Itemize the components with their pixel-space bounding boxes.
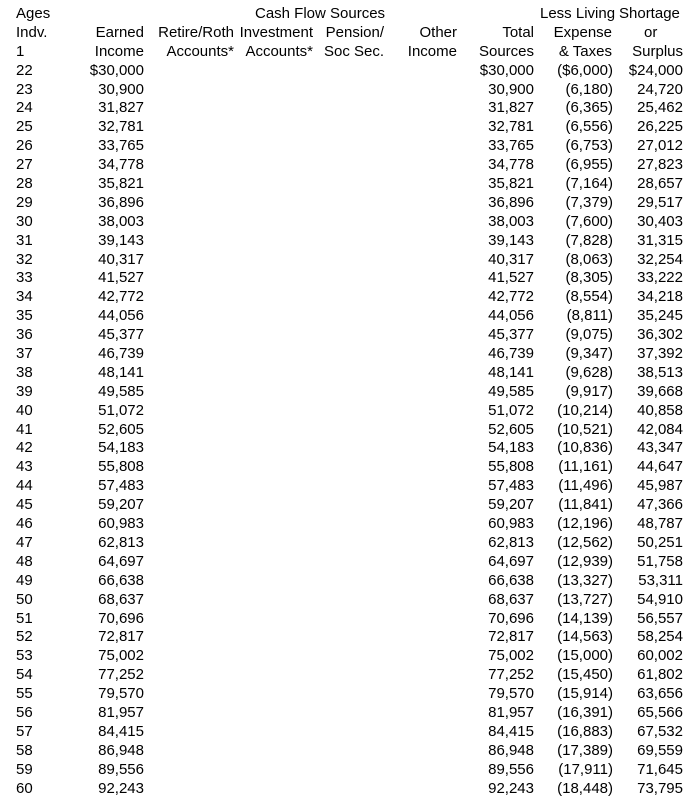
age-cell: 52 [16, 628, 33, 646]
living-expense-cell: (7,600) [565, 212, 613, 230]
table-row [0, 534, 693, 553]
living-expense-cell: (14,563) [557, 628, 613, 646]
header-indv: Indv. [16, 23, 48, 41]
age-cell: 36 [16, 326, 33, 344]
surplus-cell: 30,403 [637, 212, 683, 230]
total-sources-cell: 57,483 [488, 477, 534, 495]
earned-income-cell: 89,556 [98, 760, 144, 778]
total-sources-cell: 55,808 [488, 458, 534, 476]
earned-income-cell: 41,527 [98, 269, 144, 287]
total-sources-cell: 40,317 [488, 250, 534, 268]
age-cell: 51 [16, 609, 33, 627]
living-expense-cell: (13,327) [557, 571, 613, 589]
table-row [0, 742, 693, 761]
total-sources-cell: $30,000 [479, 61, 534, 79]
table-row [0, 383, 693, 402]
table-row [0, 232, 693, 251]
earned-income-cell: 33,765 [98, 137, 144, 155]
surplus-cell: 33,222 [637, 269, 683, 287]
table-row [0, 62, 693, 81]
age-cell: 34 [16, 288, 33, 306]
surplus-cell: 63,656 [637, 685, 683, 703]
living-expense-cell: (15,000) [557, 647, 613, 665]
surplus-cell: 32,254 [637, 250, 683, 268]
table-row [0, 402, 693, 421]
age-cell: 37 [16, 345, 33, 363]
total-sources-cell: 70,696 [488, 609, 534, 627]
earned-income-cell: 68,637 [98, 590, 144, 608]
surplus-cell: 51,758 [637, 552, 683, 570]
surplus-cell: 24,720 [637, 80, 683, 98]
living-expense-cell: (12,562) [557, 533, 613, 551]
total-sources-cell: 35,821 [488, 175, 534, 193]
header-other: Other [419, 23, 457, 41]
living-expense-cell: (6,753) [565, 137, 613, 155]
age-cell: 58 [16, 741, 33, 759]
table-row [0, 345, 693, 364]
total-sources-cell: 44,056 [488, 307, 534, 325]
age-cell: 60 [16, 779, 33, 797]
living-expense-cell: (11,161) [558, 458, 613, 476]
total-sources-cell: 38,003 [488, 212, 534, 230]
age-cell: 54 [16, 666, 33, 684]
age-cell: 32 [16, 250, 33, 268]
earned-income-cell: 32,781 [98, 118, 144, 136]
living-expense-cell: (11,841) [558, 496, 613, 514]
age-cell: 31 [16, 231, 33, 249]
living-expense-cell: (6,180) [565, 80, 613, 98]
total-sources-cell: 49,585 [488, 382, 534, 400]
surplus-cell: 71,645 [637, 760, 683, 778]
surplus-cell: $24,000 [628, 61, 683, 79]
living-expense-cell: (13,727) [557, 590, 613, 608]
header-or: or [644, 23, 658, 41]
total-sources-cell: 52,605 [488, 420, 534, 438]
total-sources-cell: 81,957 [488, 703, 534, 721]
earned-income-cell: 40,317 [98, 250, 144, 268]
earned-income-cell: 86,948 [98, 741, 144, 759]
surplus-cell: 39,668 [637, 382, 683, 400]
total-sources-cell: 48,141 [488, 363, 534, 381]
age-cell: 43 [16, 458, 33, 476]
surplus-cell: 60,002 [637, 647, 683, 665]
age-cell: 35 [16, 307, 33, 325]
living-expense-cell: (6,955) [565, 156, 613, 174]
living-expense-cell: (17,911) [558, 760, 613, 778]
age-cell: 46 [16, 515, 33, 533]
age-cell: 49 [16, 571, 33, 589]
living-expense-cell: (10,521) [557, 420, 613, 438]
surplus-cell: 34,218 [637, 288, 683, 306]
table-row [0, 307, 693, 326]
header-row-1 [0, 5, 693, 24]
total-sources-cell: 79,570 [488, 685, 534, 703]
header-pension: Pension/ [325, 23, 384, 41]
table-row [0, 723, 693, 742]
table-row [0, 704, 693, 723]
table-row [0, 458, 693, 477]
table-row [0, 99, 693, 118]
age-cell: 38 [16, 363, 33, 381]
header-row-2 [0, 24, 693, 43]
header-cash-flow-sources: Cash Flow Sources [255, 5, 386, 22]
living-expense-cell: (18,448) [557, 779, 613, 797]
living-expense-cell: (7,828) [565, 231, 613, 249]
earned-income-cell: $30,000 [89, 61, 144, 79]
earned-income-cell: 34,778 [98, 156, 144, 174]
table-row [0, 572, 693, 591]
surplus-cell: 73,795 [637, 779, 683, 797]
total-sources-cell: 54,183 [488, 439, 534, 457]
living-expense-cell: (7,164) [565, 175, 613, 193]
surplus-cell: 37,392 [637, 345, 683, 363]
header-other-income: Income [407, 42, 457, 60]
age-cell: 24 [16, 99, 33, 117]
total-sources-cell: 51,072 [488, 401, 534, 419]
total-sources-cell: 75,002 [488, 647, 534, 665]
table-row [0, 628, 693, 647]
header-expense: Expense [553, 23, 612, 41]
surplus-cell: 38,513 [637, 363, 683, 381]
earned-income-cell: 57,483 [98, 477, 144, 495]
living-expense-cell: (6,365) [565, 99, 613, 117]
earned-income-cell: 59,207 [98, 496, 144, 514]
total-sources-cell: 72,817 [488, 628, 534, 646]
surplus-cell: 58,254 [637, 628, 683, 646]
header-row-3 [0, 43, 693, 62]
total-sources-cell: 45,377 [488, 326, 534, 344]
surplus-cell: 28,657 [637, 175, 683, 193]
surplus-cell: 40,858 [637, 401, 683, 419]
table-row [0, 515, 693, 534]
table-row [0, 137, 693, 156]
earned-income-cell: 38,003 [98, 212, 144, 230]
age-cell: 55 [16, 685, 33, 703]
living-expense-cell: (9,628) [565, 363, 613, 381]
living-expense-cell: (8,554) [565, 288, 613, 306]
total-sources-cell: 89,556 [488, 760, 534, 778]
age-cell: 33 [16, 269, 33, 287]
earned-income-cell: 81,957 [98, 703, 144, 721]
surplus-cell: 27,823 [637, 156, 683, 174]
earned-income-cell: 35,821 [98, 175, 144, 193]
earned-income-cell: 46,739 [98, 345, 144, 363]
living-expense-cell: (16,883) [557, 722, 613, 740]
earned-income-cell: 44,056 [98, 307, 144, 325]
table-row [0, 477, 693, 496]
total-sources-cell: 42,772 [488, 288, 534, 306]
header-less-living: Less Living [540, 5, 616, 22]
living-expense-cell: (8,811) [566, 307, 613, 325]
earned-income-cell: 52,605 [98, 420, 144, 438]
header-retire-roth: Retire/Roth [158, 23, 234, 41]
surplus-cell: 35,245 [637, 307, 683, 325]
earned-income-cell: 79,570 [98, 685, 144, 703]
earned-income-cell: 36,896 [98, 193, 144, 211]
total-sources-cell: 41,527 [488, 269, 534, 287]
earned-income-cell: 84,415 [98, 722, 144, 740]
table-body [0, 62, 693, 798]
age-cell: 23 [16, 80, 33, 98]
surplus-cell: 53,311 [638, 571, 683, 589]
surplus-cell: 48,787 [637, 515, 683, 533]
earned-income-cell: 70,696 [98, 609, 144, 627]
table-row [0, 761, 693, 780]
header-indv-number: 1 [16, 42, 25, 60]
age-cell: 57 [16, 722, 33, 740]
total-sources-cell: 77,252 [488, 666, 534, 684]
total-sources-cell: 84,415 [488, 722, 534, 740]
surplus-cell: 54,910 [637, 590, 683, 608]
table-row [0, 269, 693, 288]
table-row [0, 251, 693, 270]
surplus-cell: 65,566 [637, 703, 683, 721]
header-sources: Sources [478, 42, 534, 60]
table-row [0, 118, 693, 137]
total-sources-cell: 36,896 [488, 193, 534, 211]
surplus-cell: 67,532 [637, 722, 683, 740]
earned-income-cell: 72,817 [98, 628, 144, 646]
age-cell: 47 [16, 533, 33, 551]
surplus-cell: 45,987 [637, 477, 683, 495]
table-row [0, 610, 693, 629]
living-expense-cell: (8,305) [565, 269, 613, 287]
age-cell: 53 [16, 647, 33, 665]
header-ages: Ages [16, 5, 51, 22]
surplus-cell: 44,647 [637, 458, 683, 476]
surplus-cell: 61,802 [637, 666, 683, 684]
earned-income-cell: 51,072 [98, 401, 144, 419]
earned-income-cell: 42,772 [98, 288, 144, 306]
age-cell: 26 [16, 137, 33, 155]
surplus-cell: 56,557 [637, 609, 683, 627]
table-row [0, 685, 693, 704]
table-row [0, 156, 693, 175]
living-expense-cell: (12,196) [557, 515, 613, 533]
earned-income-cell: 49,585 [98, 382, 144, 400]
living-expense-cell: (8,063) [565, 250, 613, 268]
surplus-cell: 42,084 [637, 420, 683, 438]
total-sources-cell: 31,827 [488, 99, 534, 117]
surplus-cell: 47,366 [637, 496, 683, 514]
earned-income-cell: 30,900 [98, 80, 144, 98]
surplus-cell: 36,302 [637, 326, 683, 344]
living-expense-cell: (10,836) [557, 439, 613, 457]
total-sources-cell: 32,781 [488, 118, 534, 136]
surplus-cell: 31,315 [637, 231, 683, 249]
total-sources-cell: 92,243 [488, 779, 534, 797]
earned-income-cell: 66,638 [98, 571, 144, 589]
header-income: Income [94, 42, 144, 60]
total-sources-cell: 30,900 [488, 80, 534, 98]
living-expense-cell: ($6,000) [557, 61, 613, 79]
total-sources-cell: 34,778 [488, 156, 534, 174]
living-expense-cell: (17,389) [557, 741, 613, 759]
total-sources-cell: 46,739 [488, 345, 534, 363]
earned-income-cell: 48,141 [98, 363, 144, 381]
table-row [0, 439, 693, 458]
living-expense-cell: (14,139) [557, 609, 613, 627]
table-row [0, 81, 693, 100]
header-soc-sec: Soc Sec. [323, 42, 384, 60]
living-expense-cell: (15,450) [557, 666, 613, 684]
age-cell: 50 [16, 590, 33, 608]
earned-income-cell: 60,983 [98, 515, 144, 533]
header-earned: Earned [95, 23, 144, 41]
age-cell: 45 [16, 496, 33, 514]
age-cell: 59 [16, 760, 33, 778]
living-expense-cell: (11,496) [558, 477, 613, 495]
earned-income-cell: 77,252 [98, 666, 144, 684]
header-surplus: Surplus [632, 42, 683, 60]
cash-flow-table [0, 5, 693, 798]
total-sources-cell: 33,765 [488, 137, 534, 155]
living-expense-cell: (9,075) [565, 326, 613, 344]
header-retire-accounts: Accounts* [166, 42, 234, 60]
earned-income-cell: 54,183 [98, 439, 144, 457]
table-row [0, 666, 693, 685]
total-sources-cell: 68,637 [488, 590, 534, 608]
surplus-cell: 69,559 [637, 741, 683, 759]
surplus-cell: 25,462 [637, 99, 683, 117]
table-row [0, 213, 693, 232]
age-cell: 22 [16, 61, 33, 79]
living-expense-cell: (9,347) [565, 345, 613, 363]
header-taxes: & Taxes [558, 42, 612, 60]
age-cell: 56 [16, 703, 33, 721]
total-sources-cell: 59,207 [488, 496, 534, 514]
earned-income-cell: 75,002 [98, 647, 144, 665]
total-sources-cell: 86,948 [488, 741, 534, 759]
living-expense-cell: (6,556) [565, 118, 613, 136]
living-expense-cell: (16,391) [557, 703, 613, 721]
surplus-cell: 27,012 [637, 137, 683, 155]
total-sources-cell: 60,983 [488, 515, 534, 533]
age-cell: 40 [16, 401, 33, 419]
surplus-cell: 29,517 [637, 193, 683, 211]
age-cell: 39 [16, 382, 33, 400]
table-row [0, 326, 693, 345]
age-cell: 44 [16, 477, 33, 495]
age-cell: 29 [16, 193, 33, 211]
total-sources-cell: 62,813 [488, 533, 534, 551]
table-row [0, 780, 693, 798]
header-investment-accounts: Accounts* [245, 42, 313, 60]
earned-income-cell: 62,813 [98, 533, 144, 551]
age-cell: 28 [16, 175, 33, 193]
earned-income-cell: 39,143 [98, 231, 144, 249]
earned-income-cell: 92,243 [98, 779, 144, 797]
living-expense-cell: (10,214) [557, 401, 613, 419]
surplus-cell: 43,347 [637, 439, 683, 457]
table-row [0, 175, 693, 194]
table-row [0, 364, 693, 383]
age-cell: 30 [16, 212, 33, 230]
total-sources-cell: 39,143 [488, 231, 534, 249]
living-expense-cell: (9,917) [565, 382, 613, 400]
table-row [0, 288, 693, 307]
table-row [0, 647, 693, 666]
age-cell: 42 [16, 439, 33, 457]
surplus-cell: 26,225 [637, 118, 683, 136]
table-row [0, 591, 693, 610]
age-cell: 27 [16, 156, 33, 174]
total-sources-cell: 66,638 [488, 571, 534, 589]
table-row [0, 194, 693, 213]
living-expense-cell: (15,914) [557, 685, 613, 703]
header-shortage: Shortage [619, 5, 680, 22]
table-row [0, 553, 693, 572]
age-cell: 48 [16, 552, 33, 570]
age-cell: 25 [16, 118, 33, 136]
earned-income-cell: 64,697 [98, 552, 144, 570]
header-investment: Investment [239, 23, 313, 41]
header-total: Total [502, 23, 534, 41]
surplus-cell: 50,251 [637, 533, 683, 551]
earned-income-cell: 31,827 [98, 99, 144, 117]
living-expense-cell: (12,939) [557, 552, 613, 570]
table-row [0, 421, 693, 440]
living-expense-cell: (7,379) [565, 193, 613, 211]
table-row [0, 496, 693, 515]
earned-income-cell: 55,808 [98, 458, 144, 476]
total-sources-cell: 64,697 [488, 552, 534, 570]
earned-income-cell: 45,377 [98, 326, 144, 344]
age-cell: 41 [16, 420, 33, 438]
